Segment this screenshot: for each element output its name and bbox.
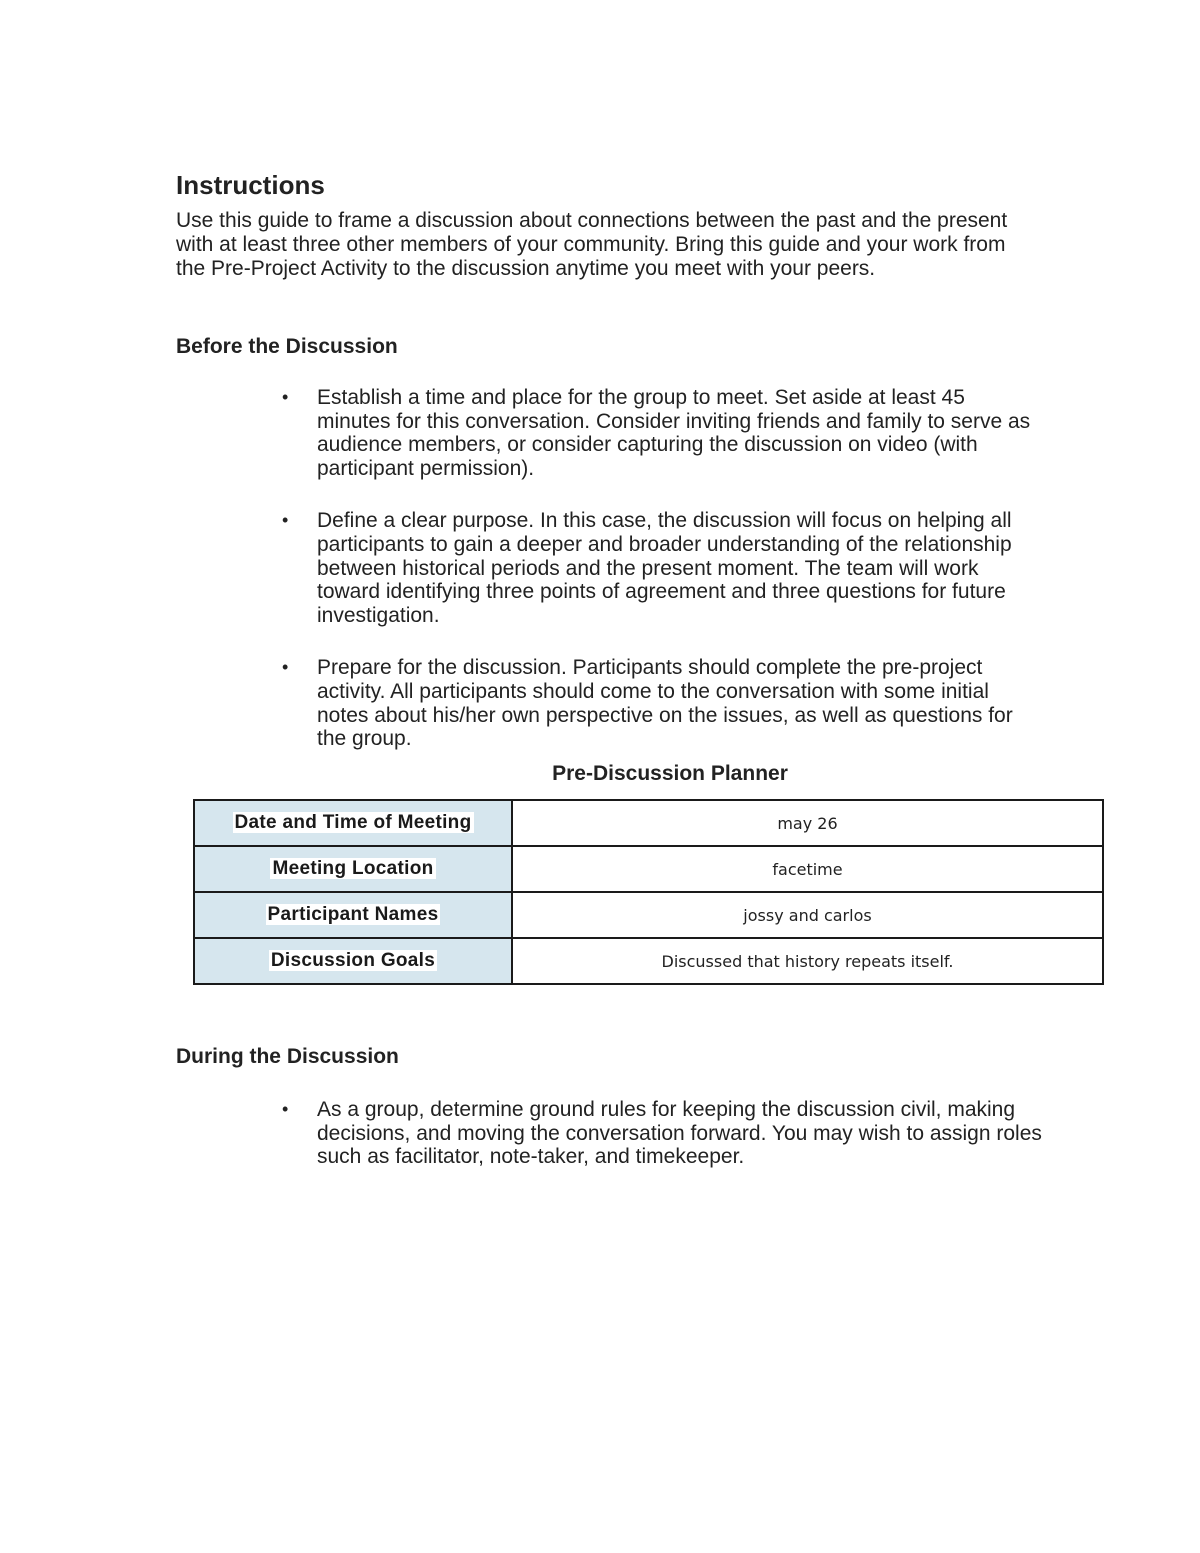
bullet-icon: •: [282, 510, 289, 531]
planner-label: Participant Names: [267, 904, 439, 925]
planner-label-cell: [194, 846, 512, 892]
planner-value-cell: may 26: [512, 800, 1103, 846]
list-item-text: Establish a time and place for the group to meet. Set aside at least 45 minutes for this conversation. Consider inviting friends and family to serve as audience members, or consider capturing the discussion on video (with participant permission).: [317, 386, 1031, 480]
table-row: [194, 846, 1103, 892]
table-row: [194, 800, 1103, 846]
planner-title: Pre-Discussion Planner: [552, 762, 788, 785]
planner-label-cell: [194, 892, 512, 938]
planner-label: Meeting Location: [272, 858, 434, 879]
before-discussion-heading: Before the Discussion: [176, 335, 398, 358]
bullet-icon: •: [282, 1099, 289, 1119]
during-discussion-heading: During the Discussion: [176, 1045, 399, 1068]
list-item: [282, 509, 1042, 627]
during-discussion-list: [282, 1098, 1042, 1169]
bullet-icon: •: [282, 387, 289, 407]
bullet-icon: •: [282, 657, 289, 678]
table-row: [194, 938, 1103, 984]
list-item-text: As a group, determine ground rules for keeping the discussion civil, making decisions, and moving the conversation forward. You may wish to assign roles such as facilitator, note-taker, and timekeeper.: [317, 1098, 1042, 1169]
planner-label-cell: [194, 800, 512, 846]
planner-value-cell: jossy and carlos: [512, 892, 1103, 938]
planner-value-cell: Discussed that history repeats itself.: [512, 938, 1103, 984]
list-item: [282, 656, 1042, 750]
list-item-text: Define a clear purpose. In this case, the discussion will focus on helping all participants to gain a deeper and broader understanding of the relationship between historical periods and the present moment. The team will work toward identifying three points of agreement and three questions for future investigation.: [317, 509, 1012, 627]
planner-label-cell: [194, 938, 512, 984]
planner-value-cell: facetime: [512, 846, 1103, 892]
planner-label: Discussion Goals: [270, 950, 436, 971]
list-item: [282, 386, 1042, 480]
instructions-heading: Instructions: [176, 170, 325, 200]
list-item: [282, 1098, 1042, 1169]
table-row: [194, 892, 1103, 938]
pre-discussion-planner-table: [193, 799, 1104, 985]
list-item-text: Prepare for the discussion. Participants should complete the pre-project activity. All participants should come to the conversation with some initial notes about his/her own perspective on the issues, as well as questions for the group.: [317, 656, 1013, 751]
before-discussion-list: [282, 386, 1042, 751]
planner-label: Date and Time of Meeting: [234, 812, 472, 833]
instructions-intro: Use this guide to frame a discussion about connections between the past and the present with at least three other members of your community. Bring this guide and your work from the Pre-Project Activity to the discussion anytime you meet with your peers.: [176, 209, 1008, 280]
